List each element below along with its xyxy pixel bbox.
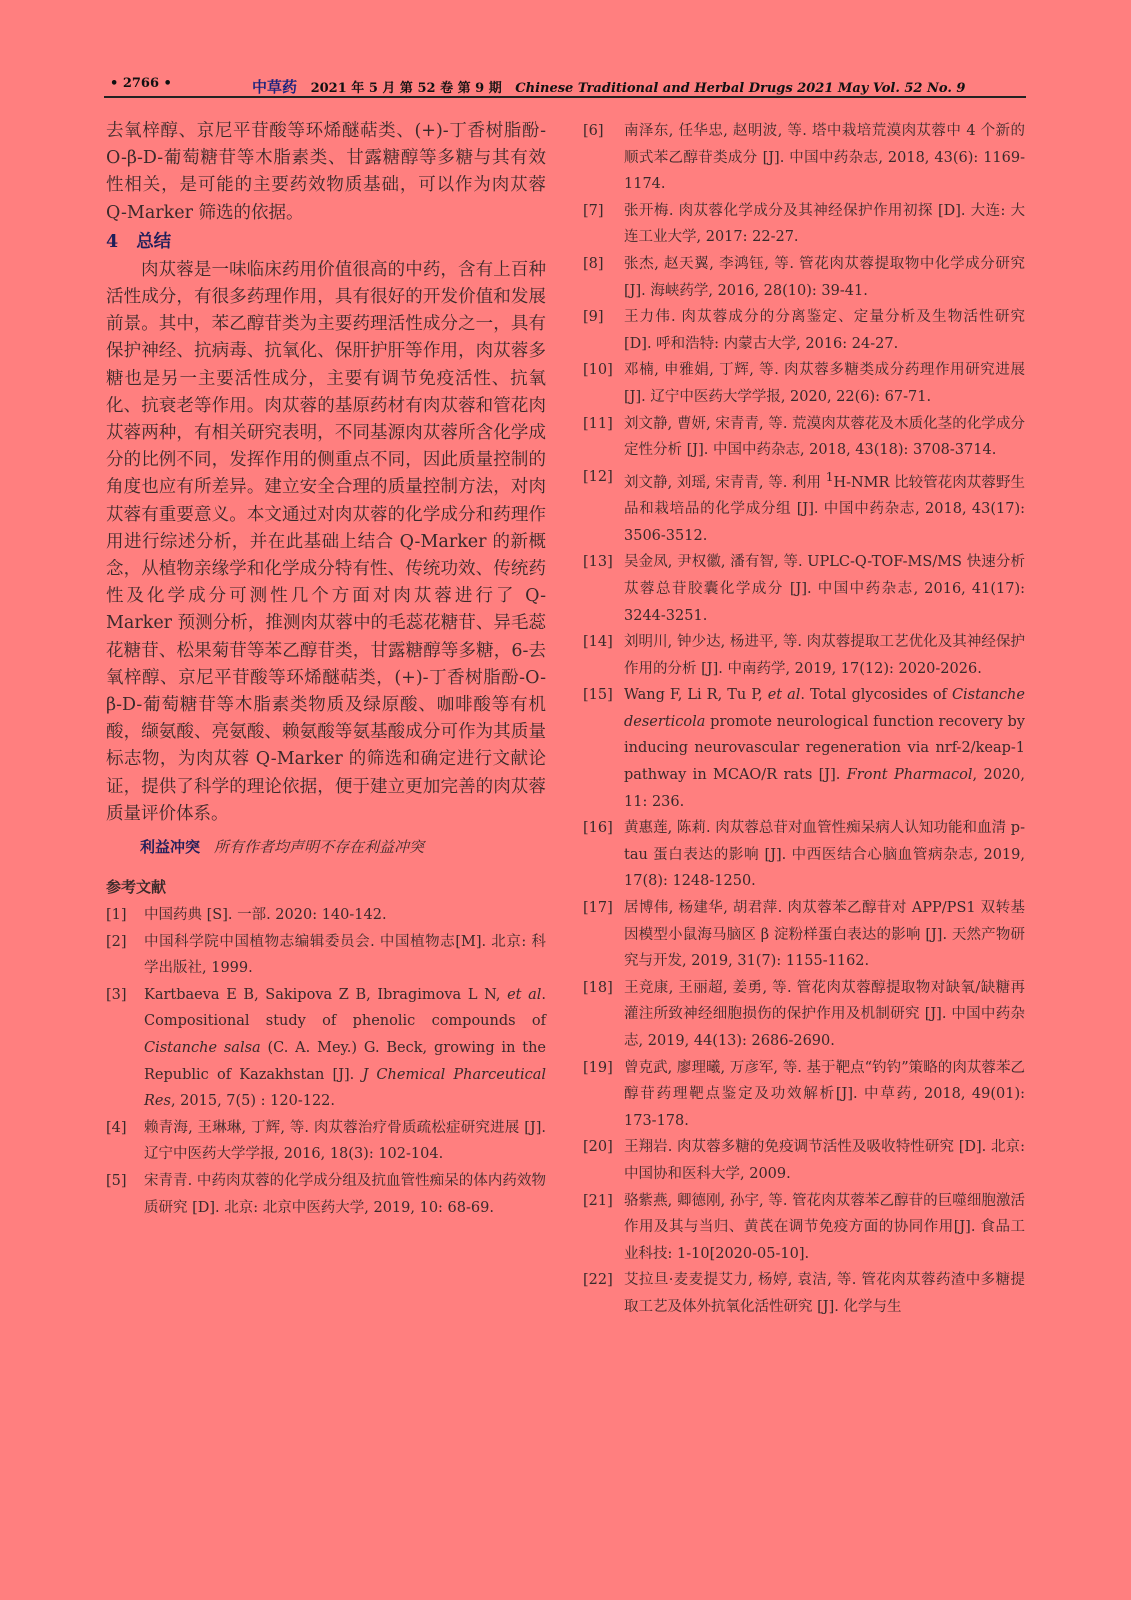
section-title: 总结 [136,231,172,252]
reference-text: 艾拉旦·麦麦提艾力, 杨婷, 袁洁, 等. 管花肉苁蓉药渣中多糖提取工艺及体外抗氧化活性研究 [J]. 化学与生 [624,1272,1025,1315]
reference-item [583,464,1025,550]
reference-authors: Wang F, Li R, Tu P, [624,687,768,704]
reference-number: [11] [583,415,613,432]
reference-item [583,895,1025,975]
references-heading: 参考文献 [106,878,167,897]
reference-title: . Total glycosides of [800,687,952,704]
reference-item [583,118,1025,198]
reference-text: 曾克武, 廖理曦, 万彦军, 等. 基于靶点“钓钓”策略的肉苁蓉苯乙醇苷药理靶点鉴定及功效解析[J]. 中草药, 2018, 49(01): 173-178. [624,1059,1025,1129]
reference-item [583,251,1025,304]
reference-number: [5] [106,1173,127,1190]
reference-item [583,629,1025,682]
reference-item [583,357,1025,410]
reference-number: [13] [583,554,613,571]
reference-number: [15] [583,687,613,704]
reference-item [106,1115,546,1168]
reference-text: 南泽东, 任华忠, 赵明波, 等. 塔中栽培荒漠肉苁蓉中 4 个新的顺式苯乙醇苷类成分 [J]. 中国中药杂志, 2018, 43(6): 1169-1174. [624,123,1025,193]
reference-authors: 刘文静, 刘瑶, 宋青青, 等. 利用 [624,474,826,491]
reference-number: [19] [583,1059,613,1076]
reference-number: [10] [583,362,613,379]
reference-text: 张开梅. 肉苁蓉化学成分及其神经保护作用初探 [D]. 大连: 大连工业大学, 2017: 22-27. [624,202,1025,246]
reference-text: 王力伟. 肉苁蓉成分的分离鉴定、定量分析及生物活性研究 [D]. 呼和浩特: 内蒙古大学, 2016: 24-27. [624,309,1025,352]
reference-text: 中国科学院中国植物志编辑委员会. 中国植物志[M]. 北京: 科学出版社, 1999. [144,933,546,977]
page-number: • 2766 • [110,76,172,91]
reference-text: 王竞康, 王丽超, 姜勇, 等. 管花肉苁蓉醇提取物对缺氧/缺糖再灌注所致神经细胞损伤的保护作用及机制研究 [J]. 中国中药杂志, 2019, 44(13): 2686-2690. [624,979,1025,1050]
reference-item [106,929,546,982]
reference-title-cont: promote neurological function recovery by inducing neurovascular regeneration via nrf-2/keap-1 pathway in MCAO/R rats [J]. [624,713,1025,784]
conflict-label: 利益冲突 [140,838,201,857]
running-header [104,74,1026,96]
reference-text [144,982,546,1115]
reference-number: [6] [583,123,604,139]
reference-text [624,464,1025,550]
reference-item [106,1168,546,1221]
left-column [106,118,546,1221]
reference-text: 黄惠莲, 陈莉. 肉苁蓉总苷对血管性痴呆病人认知功能和血清 p-tau 蛋白表达的影响 [J]. 中西医结合心脑血管病杂志, 2019, 17(8): 1248-1250. [624,820,1025,890]
reference-superscript: 1 [825,469,834,484]
reference-title: . Compositional study of phenolic compounds of [144,986,546,1030]
header-rule [104,96,1026,98]
reference-title-cont: (C. A. Mey.) G. Beck, growing in the Republic of Kazakhstan [J]. [144,1040,546,1083]
journal-name-cn: 中草药 [252,78,298,96]
reference-number: [7] [583,202,604,219]
reference-authors: Kartbaeva E B, Sakipova Z B, Ibragimova L N, [144,986,508,1003]
reference-item [583,1055,1025,1135]
reference-volume: , 2020, 11: 236. [624,767,1025,810]
reference-item [583,198,1025,251]
reference-number: [21] [583,1192,613,1209]
reference-item [583,411,1025,464]
reference-text: 中国药典 [S]. 一部. 2020: 140-142. [144,907,387,924]
reference-number: [3] [106,986,127,1003]
reference-item [583,1188,1025,1268]
reference-item [106,982,546,1115]
reference-species: Cistanche deserticola [624,687,1025,730]
reference-number: [12] [583,468,613,485]
reference-etal: et al [507,986,542,1003]
issue-cn: 2021 年 5 月 第 52 卷 第 9 期 [310,81,502,96]
reference-text: 吴金凤, 尹权徽, 潘有智, 等. UPLC-Q-TOF-MS/MS 快速分析苁蓉总苷胶囊化学成分 [J]. 中国中药杂志, 2016, 41(17): 3244-3251. [624,554,1025,624]
journal-info [252,76,965,97]
reference-number: [17] [583,900,613,917]
reference-number: [16] [583,820,613,837]
reference-number: [9] [583,309,604,326]
reference-number: [20] [583,1139,613,1156]
summary-paragraph: 肉苁蓉是一味临床药用价值很高的中药，含有上百种活性成分，有很多药理作用，具有很好的开发价值和发展前景。其中，苯乙醇苷类为主要药理活性成分之一，具有保护神经、抗病毒、抗氧化、保肝护肝等作用，肉苁蓉多糖也是另一主要活性成分，主要有调节免疫活性、抗氧化、抗衰老等作用。肉苁蓉的基原药材有肉苁蓉和管花肉苁蓉两种，有相关研究表明，不同基源肉苁蓉所含化学成分的比例不同，发挥作用的侧重点不同，因此质量控制的角度也应有所差异。建立安全合理的质量控制方法，对肉苁蓉有重要意义。本文通过对肉苁蓉的化学成分和药理作用进行综述分析，并在此基础上结合 Q-Marker 的新概念，从植物亲缘学和化学成分特有性、传统功效、传统药性及化学成分可测性几个方面对肉苁蓉进行了 Q-Marker 预测分析，推测肉苁蓉中的毛蕊花糖苷、异毛蕊花糖苷、松果菊苷等苯乙醇苷类，甘露糖醇等多糖，6-去氧梓醇、京尼平苷酸等环烯醚萜类，(+)-丁香树脂酚-O-β-D-葡萄糖苷等木脂素类物质及绿原酸、咖啡酸等有机酸，缬氨酸、亮氨酸、赖氨酸等氨基酸成分可作为其质量标志物，为肉苁蓉 Q-Marker 的筛选和确定进行文献论证，提供了科学的理论依据，便于建立更加完善的肉苁蓉质量评价体系。 [106,259,546,824]
reference-text: 宋青青. 中药肉苁蓉的化学成分组及抗血管性痴呆的体内药效物质研究 [D]. 北京: 北京中医药大学, 2019, 10: 68-69. [144,1173,546,1216]
reference-text: 赖青海, 王琳琳, 丁辉, 等. 肉苁蓉治疗骨质疏松症研究进展 [J]. 辽宁中医药大学学报, 2016, 18(3): 102-104. [144,1119,546,1163]
reference-number: [2] [106,933,127,950]
reference-text: 骆紫燕, 卿德刚, 孙宇, 等. 管花肉苁蓉苯乙醇苷的巨噬细胞激活作用及其与当归、黄芪在调节免疫方面的协同作用[J]. 食品工业科技: 1-10[2020-05-10]. [624,1192,1025,1262]
section-number: 4 [106,231,119,252]
right-column [583,118,1025,1321]
section-heading [106,228,546,256]
reference-text: 张杰, 赵天翼, 李鸿钰, 等. 管花肉苁蓉提取物中化学成分研究 [J]. 海峡药学, 2016, 28(10): 39-41. [624,255,1025,299]
reference-text: 刘明川, 钟少达, 杨进平, 等. 肉苁蓉提取工艺优化及其神经保护作用的分析 [J]. 中南药学, 2019, 17(12): 2020-2026. [624,634,1025,677]
conflict-text: 所有作者均声明不存在利益冲突 [214,838,425,857]
reference-text: 刘文静, 曹妍, 宋青青, 等. 荒漠肉苁蓉花及木质化茎的化学成分定性分析 [J]. 中国中药杂志, 2018, 43(18): 3708-3714. [624,415,1025,459]
reference-etal: et al [767,687,801,704]
reference-item [583,815,1025,895]
reference-number: [1] [106,907,127,924]
reference-title: H-NMR 比较管花肉苁蓉野生品和栽培品的化学成分组 [J]. 中国中药杂志, 2018, 43(17): 3506-3512. [624,474,1025,544]
journal-name-en: Chinese Traditional and Herbal Drugs 2021 May Vol. 52 No. 9 [515,81,966,96]
reference-species: Cistanche salsa [144,1040,261,1057]
reference-number: [14] [583,634,613,651]
reference-item [106,902,546,929]
reference-number: [4] [106,1119,127,1136]
reference-number: [8] [583,255,604,272]
reference-item [583,1134,1025,1187]
conflict-statement [140,834,546,860]
reference-text: 邓楠, 申雅娟, 丁辉, 等. 肉苁蓉多糖类成分药理作用研究进展 [J]. 辽宁中医药大学学报, 2020, 22(6): 67-71. [624,362,1025,405]
reference-number: [22] [583,1272,613,1289]
reference-text [624,682,1025,815]
intro-paragraph: 去氧梓醇、京尼平苷酸等环烯醚萜类、(+)-丁香树脂酚-O-β-D-葡萄糖苷等木脂素类、甘露糖醇等多糖与其有效性相关，是可能的主要药效物质基础，可以作为肉苁蓉 Q-Marker 筛选的依据。 [106,121,546,223]
reference-volume: , 2015, 7(5) : 120-122. [170,1093,336,1110]
reference-journal: J Chemical Pharceutical Res [144,1066,546,1110]
reference-item [583,682,1025,815]
reference-item [583,1267,1025,1320]
reference-text: 居博伟, 杨建华, 胡君萍. 肉苁蓉苯乙醇苷对 APP/PS1 双转基因模型小鼠海马脑区 β 淀粉样蛋白表达的影响 [J]. 天然产物研究与开发, 2019, 31(7): 1155-1162. [624,900,1025,970]
reference-item [583,975,1025,1055]
reference-text: 王翔岩. 肉苁蓉多糖的免疫调节活性及吸收特性研究 [D]. 北京: 中国协和医科大学, 2009. [624,1139,1025,1182]
reference-journal: Front Pharmacol [846,767,973,784]
reference-item [583,549,1025,629]
reference-number: [18] [583,979,613,996]
reference-item [583,304,1025,357]
